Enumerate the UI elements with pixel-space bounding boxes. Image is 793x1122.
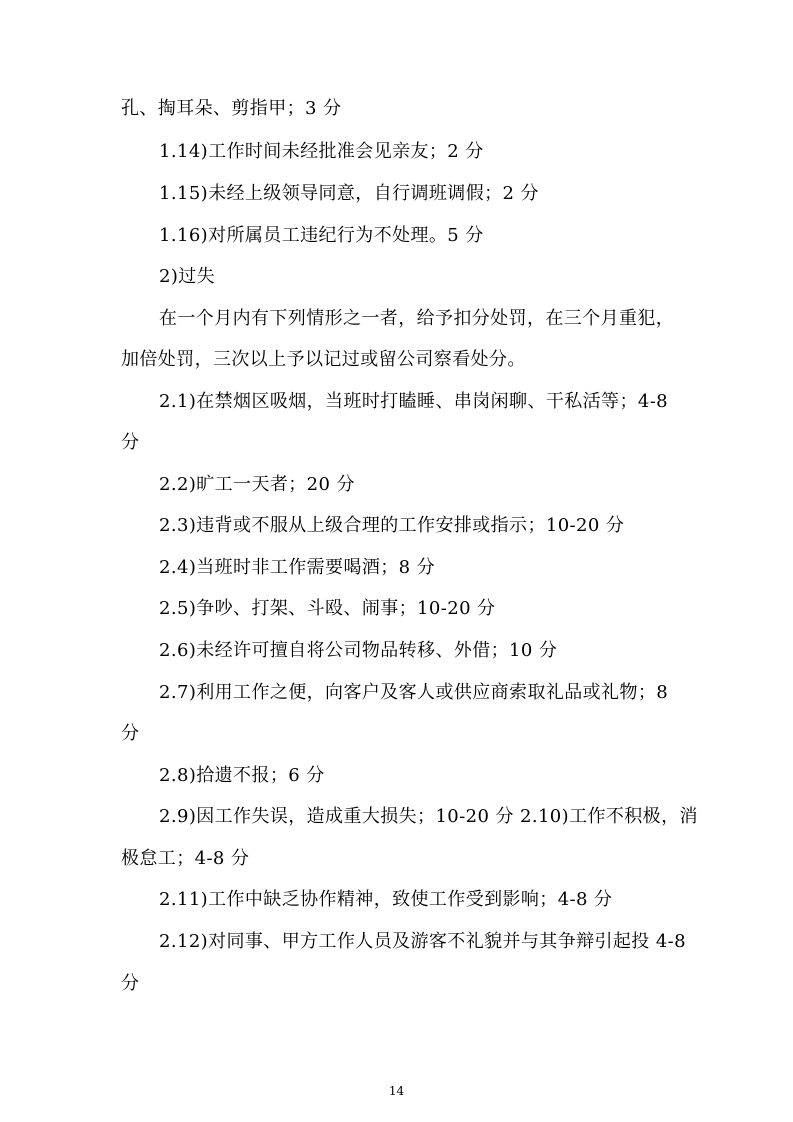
text-line: 极怠工；4-8 分	[121, 848, 250, 869]
page-number: 14	[388, 1084, 405, 1098]
text-line: 2.6)未经许可擅自将公司物品转移、外借；10 分	[159, 640, 558, 661]
text-line: 2.1)在禁烟区吸烟，当班时打瞌睡、串岗闲聊、干私活等；4-8	[159, 391, 669, 412]
text-line: 2.11)工作中缺乏协作精神，致使工作受到影响；4-8 分	[159, 889, 613, 910]
text-line: 1.14)工作时间未经批准会见亲友；2 分	[159, 141, 484, 162]
text-line: 2.7)利用工作之便，向客户及客人或供应商索取礼品或礼物；8	[159, 682, 669, 703]
text-line: 在一个月内有下列情形之一者，给予扣分处罚，在三个月重犯，	[159, 308, 675, 329]
text-line: 分	[121, 432, 140, 453]
text-line: 1.16)对所属员工违纪行为不处理。5 分	[159, 225, 484, 246]
text-line: 分	[121, 723, 140, 744]
text-line: 2.12)对同事、甲方工作人员及游客不礼貌并与其争辩引起投 4-8	[159, 931, 687, 952]
text-line: 1.15)未经上级领导同意，自行调班调假；2 分	[159, 183, 539, 204]
text-line: 2.2)旷工一天者；20 分	[159, 474, 355, 495]
text-line: 2.4)当班时非工作需要喝酒；8 分	[159, 557, 436, 578]
text-line: 2.3)违背或不服从上级合理的工作安排或指示；10-20 分	[159, 515, 625, 536]
text-line: 2.8)拾遗不报；6 分	[159, 765, 325, 786]
text-line: 2.9)因工作失误，造成重大损失；10-20 分 2.10)工作不积极，消	[159, 806, 698, 827]
text-line: 分	[121, 973, 140, 994]
text-line: 孔、掏耳朵、剪指甲；3 分	[121, 98, 342, 119]
text-line: 2.5)争吵、打架、斗殴、闹事；10-20 分	[159, 598, 496, 619]
text-line: 加倍处罚，三次以上予以记过或留公司察看处分。	[121, 349, 526, 370]
section-heading: 2)过失	[159, 266, 216, 287]
